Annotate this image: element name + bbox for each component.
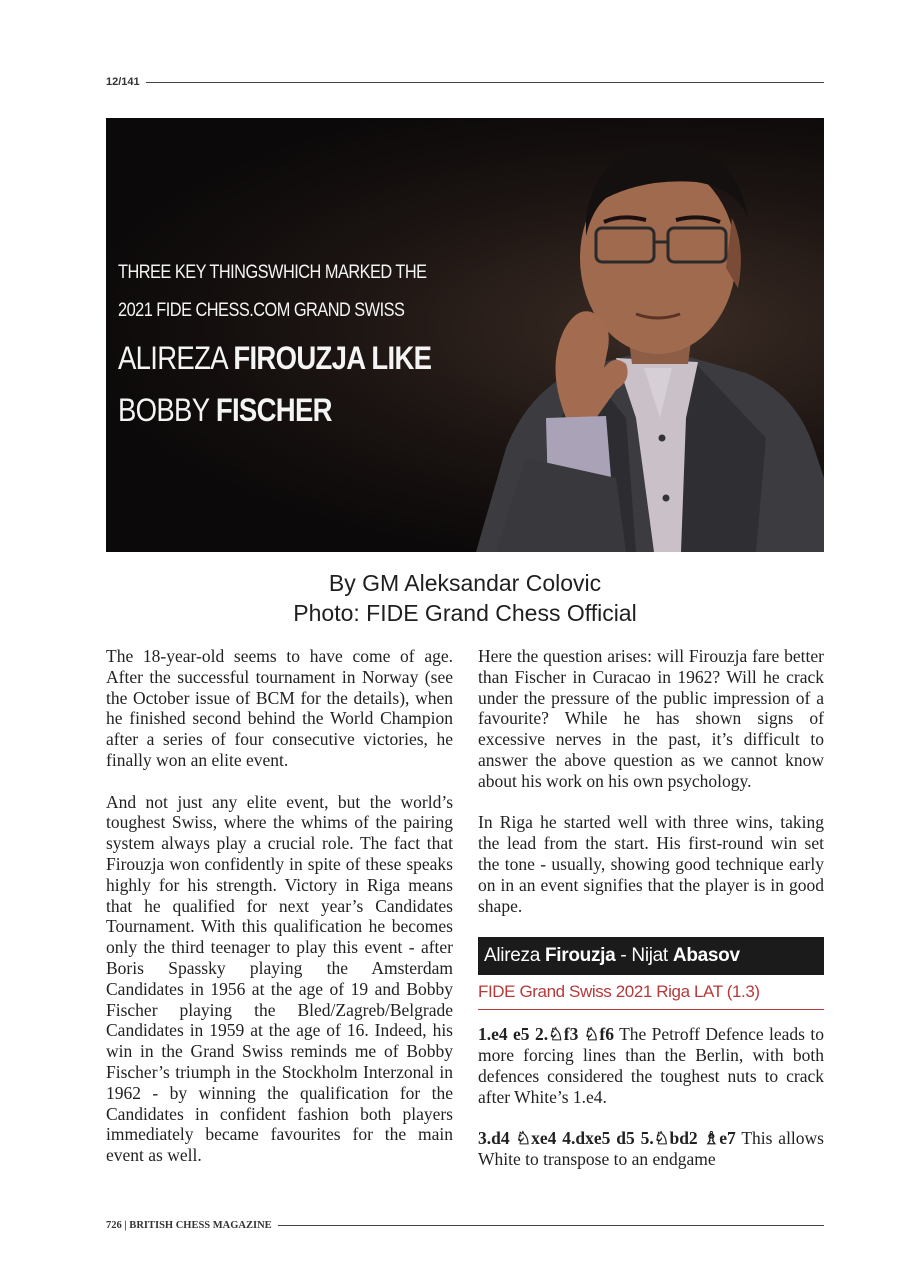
page-number: 12/141	[106, 76, 140, 88]
footer-rule	[278, 1225, 824, 1226]
author-credit: By GM Aleksandar Colovic	[328, 570, 602, 596]
game-moves-2: 3.d4 ♘xe4 4.dxe5 d5 5.♘bd2 ♗e7 This allows White to transpose to an endgame	[478, 1128, 824, 1169]
page-header	[106, 74, 824, 90]
headline-line-2: BOBBY FISCHER	[118, 392, 332, 428]
paragraph: And not just any elite event, but the world’s toughest Swiss, where the whims of the pairing system always play a crucial role. The fact that Firouzja won confidently in spite of these speaks highly for his strength. Victory in Riga means that he qualified for next year’s Candidates Tournament. With this qualification he becomes only the third teenager to play this event - after Boris Spassky playing the Amsterdam Candidates in 1956 at the age of 19 and Bobby Fischer playing the Bled/Zagreb/Belgrade Candidates in 1959 at the age of 16. Indeed, his win in the Grand Swiss reminds me of Bobby Fischer’s triumph in the Stockholm Interzonal in 1962 - by winning the qualification for the Candidates in confident fashion both players immediately became favourites for the main event as well.	[106, 791, 453, 1166]
article-column-left	[106, 646, 453, 1187]
hero-title	[118, 254, 448, 434]
hero-kicker-line-2: 2021 FIDE CHESS.COM GRAND SWISS	[118, 300, 405, 321]
photo-credit: Photo: FIDE Grand Chess Official	[293, 600, 637, 626]
paragraph: In Riga he started well with three wins, taking the lead from the start. His first-round win set the tone - usually, showing good technique early on in an event signifies that the player is in good shape.	[478, 812, 824, 916]
player-photo	[436, 118, 824, 552]
header-rule	[146, 82, 824, 83]
game-players-banner: Alireza Firouzja - Nijat Abasov	[478, 937, 824, 975]
paragraph: The 18-year-old seems to have come of age. After the successful tournament in Norway (see the October issue of BCM for the details), when he finished second behind the World Champion after a series of four consecutive victories, he finally won an elite event.	[106, 646, 453, 770]
byline	[106, 568, 824, 628]
headline-line-1: ALIREZA FIROUZJA LIKE	[118, 340, 432, 376]
article-column-right	[478, 646, 824, 1191]
hero-kicker-line-1: THREE KEY THINGSWHICH MARKED THE	[118, 262, 427, 283]
game-moves-1: 1.e4 e5 2.♘f3 ♘f6 The Petroff Defence leads to more forcing lines than the Berlin, with both defences considered the toughest nuts to crack after White’s 1.e4.	[478, 1024, 824, 1107]
paragraph: Here the question arises: will Firouzja fare better than Fischer in Curacao in 1962? Will he crack under the pressure of the public impression of a favourite? While he has shown signs of excessive nerves in the past, it’s difficult to answer the above question as we cannot know about his work on his own psychology.	[478, 646, 824, 791]
page-footer	[106, 1217, 824, 1233]
game-event: FIDE Grand Swiss 2021 Riga LAT (1.3)	[478, 975, 824, 1010]
hero-image	[106, 118, 824, 552]
footer-text: 726 | BRITISH CHESS MAGAZINE	[106, 1219, 272, 1231]
